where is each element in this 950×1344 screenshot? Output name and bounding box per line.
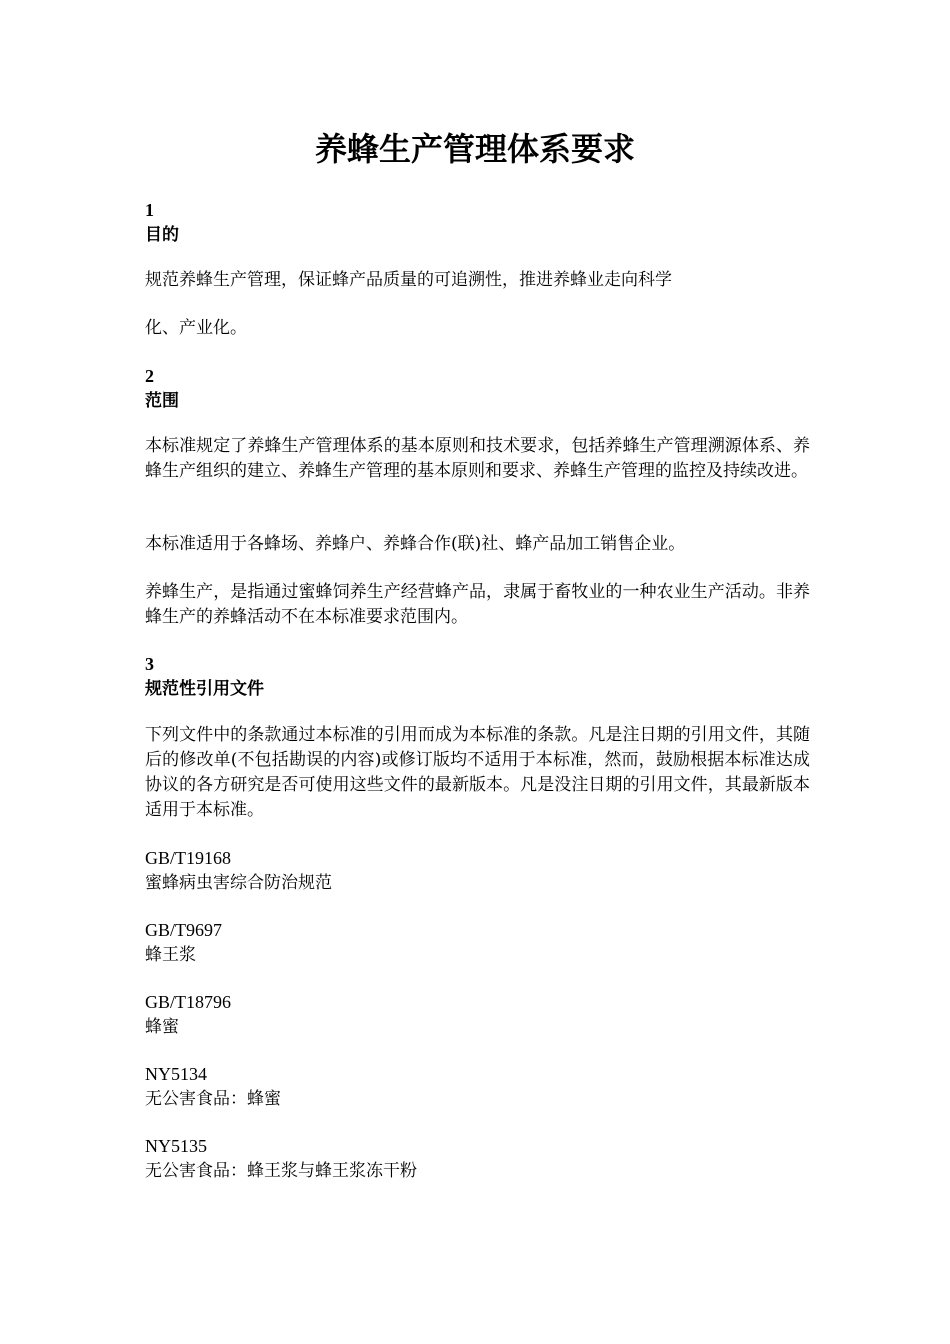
paragraph: 本标准规定了养蜂生产管理体系的基本原则和技术要求，包括养蜂生产管理溯源体系、养蜂生产组织的建立、养蜂生产管理的基本原则和要求、养蜂生产管理的监控及持续改进。 [145, 436, 810, 481]
reference-title: 蜜蜂病虫害综合防治规范 [145, 873, 332, 893]
reference-item [145, 1134, 810, 1184]
section-number: 2 [145, 366, 154, 386]
paragraph: 下列文件中的条款通过本标准的引用而成为本标准的条款。凡是注日期的引用文件，其随后的修改单(不包括勘误的内容)或修订版均不适用于本标准，然而，鼓励根据本标准达成协议的各方研究是否可使用这些文件的最新版本。凡是没注日期的引用文件，其最新版本适用于本标准。 [145, 725, 810, 820]
section-number: 1 [145, 200, 154, 220]
paragraph: 养蜂生产，是指通过蜜蜂饲养生产经营蜂产品，隶属于畜牧业的一种农业生产活动。非养蜂生产的养蜂活动不在本标准要求范围内。 [145, 582, 810, 627]
paragraph: 规范养蜂生产管理，保证蜂产品质量的可追溯性，推进养蜂业走向科学 [145, 270, 672, 290]
section-title: 规范性引用文件 [145, 679, 264, 699]
reference-item [145, 846, 810, 896]
reference-code: GB/T18796 [145, 992, 232, 1012]
reference-title: 无公害食品：蜂王浆与蜂王浆冻干粉 [145, 1161, 417, 1181]
reference-item [145, 1062, 810, 1112]
reference-title: 无公害食品：蜂蜜 [145, 1089, 281, 1109]
paragraph: 本标准适用于各蜂场、养蜂户、养蜂合作(联)社、蜂产品加工销售企业。 [145, 534, 686, 554]
section-3-heading [145, 652, 810, 702]
paragraph: 化、产业化。 [145, 318, 247, 338]
reference-item [145, 918, 810, 968]
section-2-heading [145, 364, 810, 414]
reference-item [145, 990, 810, 1040]
section-1-heading [145, 198, 810, 248]
reference-title: 蜂蜜 [145, 1017, 179, 1037]
reference-code: NY5135 [145, 1136, 207, 1156]
reference-code: GB/T9697 [145, 920, 223, 940]
document-title: 养蜂生产管理体系要求 [314, 130, 635, 168]
reference-code: GB/T19168 [145, 848, 232, 868]
reference-code: NY5134 [145, 1064, 207, 1084]
section-title: 范围 [145, 391, 179, 411]
section-title: 目的 [145, 225, 179, 245]
section-number: 3 [145, 654, 154, 674]
reference-title: 蜂王浆 [145, 945, 196, 965]
